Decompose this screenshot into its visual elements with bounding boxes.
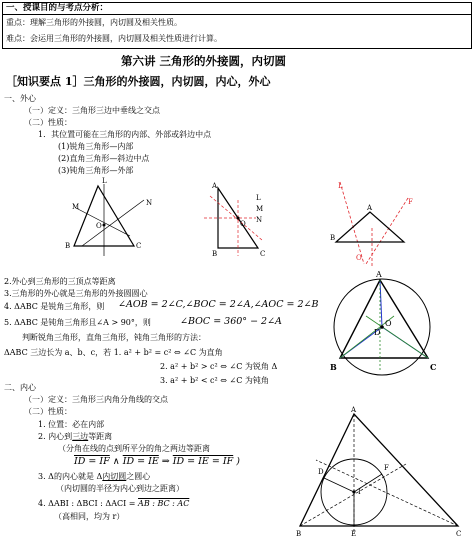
- incenter-property-4: [38, 499, 189, 509]
- circumcenter-property-2: 2.外心到三角形的三顶点等距离: [4, 277, 116, 286]
- formula-id-ie: ID = IE: [122, 456, 159, 467]
- label-f: F: [408, 198, 413, 206]
- label-l: L: [102, 177, 107, 185]
- label-m: M: [72, 203, 80, 211]
- label-c: C: [136, 242, 142, 250]
- label-n: N: [146, 199, 153, 207]
- incenter-property-2-post: 等距离: [88, 432, 113, 441]
- difficult-point: 难点：会运用三角形的外接圆，内切圆及相关性质进行计算。: [6, 34, 222, 43]
- incenter-definition: （一）定义：三角形三内角分角线的交点: [24, 395, 168, 404]
- incenter-properties-heading: （二）性质：: [24, 407, 72, 416]
- circumcenter-property-5: 5. ΔABC 是钝角三角形且∠A > 90°，则: [4, 318, 151, 327]
- incenter-property-4-pre: 4. ΔABI : ΔBCI : ΔACI =: [38, 499, 136, 508]
- label-c: C: [430, 362, 437, 372]
- circumcenter-property-1: 1．其位置可能在三角形的内部、外部或斜边中点: [38, 130, 212, 139]
- angle-formula-acute: ∠AOB = 2∠C,∠BOC = 2∠A,∠AOC = 2∠B: [118, 299, 319, 310]
- incenter-property-2-pre: 2. 内心到: [38, 432, 73, 441]
- label-a: A: [376, 270, 382, 279]
- incenter-heading: 二、内心: [4, 383, 36, 392]
- circumcenter-properties-heading: （二）性质：: [24, 118, 72, 127]
- incenter-property-3-note: （内切圆的半径为内心到边之距离）: [56, 484, 184, 493]
- incenter-property-1: 1. 位置：必在内部: [38, 420, 105, 429]
- triangle-type-rule-2: 2. a² + b² > c² ⇔ ∠C 为锐角 Δ: [160, 362, 278, 371]
- incenter-property-3-pre: 3. Δ的内心就是 Δ: [38, 472, 103, 481]
- obtuse-triangle-figure: [330, 178, 430, 268]
- label-l: L: [338, 182, 343, 190]
- label-o: O: [240, 220, 246, 228]
- knowledge-heading: ［知识要点 1］三角形的外接圆，内切圆，内心，外心: [6, 75, 271, 88]
- circumcenter-property-1c: (3)钝角三角形—外部: [58, 166, 134, 175]
- label-m: M: [256, 205, 264, 213]
- label-b: B: [65, 242, 71, 250]
- segment-cd: [366, 316, 428, 358]
- triangle-type-rule-1: ΔABC 三边长为 a、b、c，若 1. a² + b² = c² ⇔ ∠C 为直角: [4, 348, 223, 357]
- triangle-abc: [336, 212, 404, 242]
- incenter-property-2: [38, 432, 112, 442]
- perpendicular-bisector-n: [82, 200, 144, 246]
- circumcenter-property-1a: (1)锐角三角形—内部: [58, 142, 134, 151]
- triangle-type-rule-3: 3. a² + b² < c² ⇔ ∠C 为钝角: [160, 376, 269, 385]
- label-c: C: [456, 530, 462, 538]
- acute-triangle-figure: [62, 177, 172, 260]
- label-e: E: [351, 530, 357, 538]
- incenter-property-2-note: （分角在线的点到所平分的角之两边等距离: [58, 444, 210, 453]
- circumcenter-heading: 一、外心: [4, 94, 36, 103]
- circumcenter-property-1b: (2)直角三角形—斜边中点: [58, 154, 150, 163]
- objectives-heading: 一、授课目的与考点分析：: [6, 3, 109, 13]
- label-b: B: [296, 530, 302, 538]
- incenter-property-3-post: 之圆心: [126, 472, 151, 481]
- label-f: F: [384, 464, 389, 472]
- label-i: I: [358, 488, 361, 496]
- key-point: 重点：理解三角形的外接圆，内切圆及相关性质。: [6, 18, 182, 27]
- perpendicular-bisector-l: [340, 182, 364, 264]
- incenter-point: [352, 490, 355, 493]
- formula-id-ie-if: ID = IE = IF: [172, 456, 234, 467]
- label-b: B: [330, 362, 337, 372]
- label-b: B: [212, 250, 218, 258]
- circumcenter-definition: （一）定义：三角形三边中垂线之交点: [24, 106, 160, 115]
- bisector-b: [300, 464, 406, 526]
- label-d: D: [374, 328, 381, 337]
- angle-formula-obtuse: ∠BOC = 360° − 2∠A: [180, 316, 282, 327]
- label-a: A: [212, 182, 218, 190]
- label-d: D: [318, 468, 324, 476]
- table-divider: [2, 14, 472, 15]
- label-o: O: [356, 254, 362, 262]
- incircle-figure: [296, 408, 466, 538]
- segment-id: [324, 478, 354, 492]
- circumcircle-figure: [318, 272, 448, 382]
- incenter-property-3-underlined: 内切圆: [102, 472, 127, 481]
- lesson-title: 第六讲 三角形的外接圆，内切圆: [121, 54, 287, 68]
- label-c: C: [260, 250, 266, 258]
- incenter-property-2-underlined: 三边: [72, 432, 89, 441]
- label-o: O: [385, 319, 392, 328]
- formula-id-if: ID = IF: [74, 456, 110, 467]
- circumcenter-point: [103, 224, 106, 227]
- side-ratio: AB : BC : AC: [138, 499, 190, 508]
- right-triangle-figure: [196, 180, 276, 260]
- label-o: O: [96, 222, 102, 230]
- incenter-distance-formula: ID = IF ∧ ID = IE ⇒ ID = IE = IF ): [74, 456, 240, 467]
- label-l: L: [256, 194, 261, 202]
- label-b: B: [330, 234, 336, 242]
- circumcenter-property-3: 3.三角形的外心就是三角形的外接圆圆心: [4, 289, 148, 298]
- label-a: A: [351, 406, 357, 414]
- segment-oa: [380, 280, 382, 327]
- circumcenter-property-4: 4. ΔABC 是锐角三角形，则: [4, 302, 105, 311]
- circumcenter-point: [380, 325, 384, 329]
- incenter-property-3: [38, 472, 150, 482]
- label-n: N: [256, 216, 263, 224]
- label-a: A: [367, 204, 373, 212]
- triangle-type-method: 判断锐角三角形，直角三角形，钝角三角形的方法：: [22, 333, 206, 342]
- incenter-property-4-note: （高相同，均为 r）: [54, 512, 125, 521]
